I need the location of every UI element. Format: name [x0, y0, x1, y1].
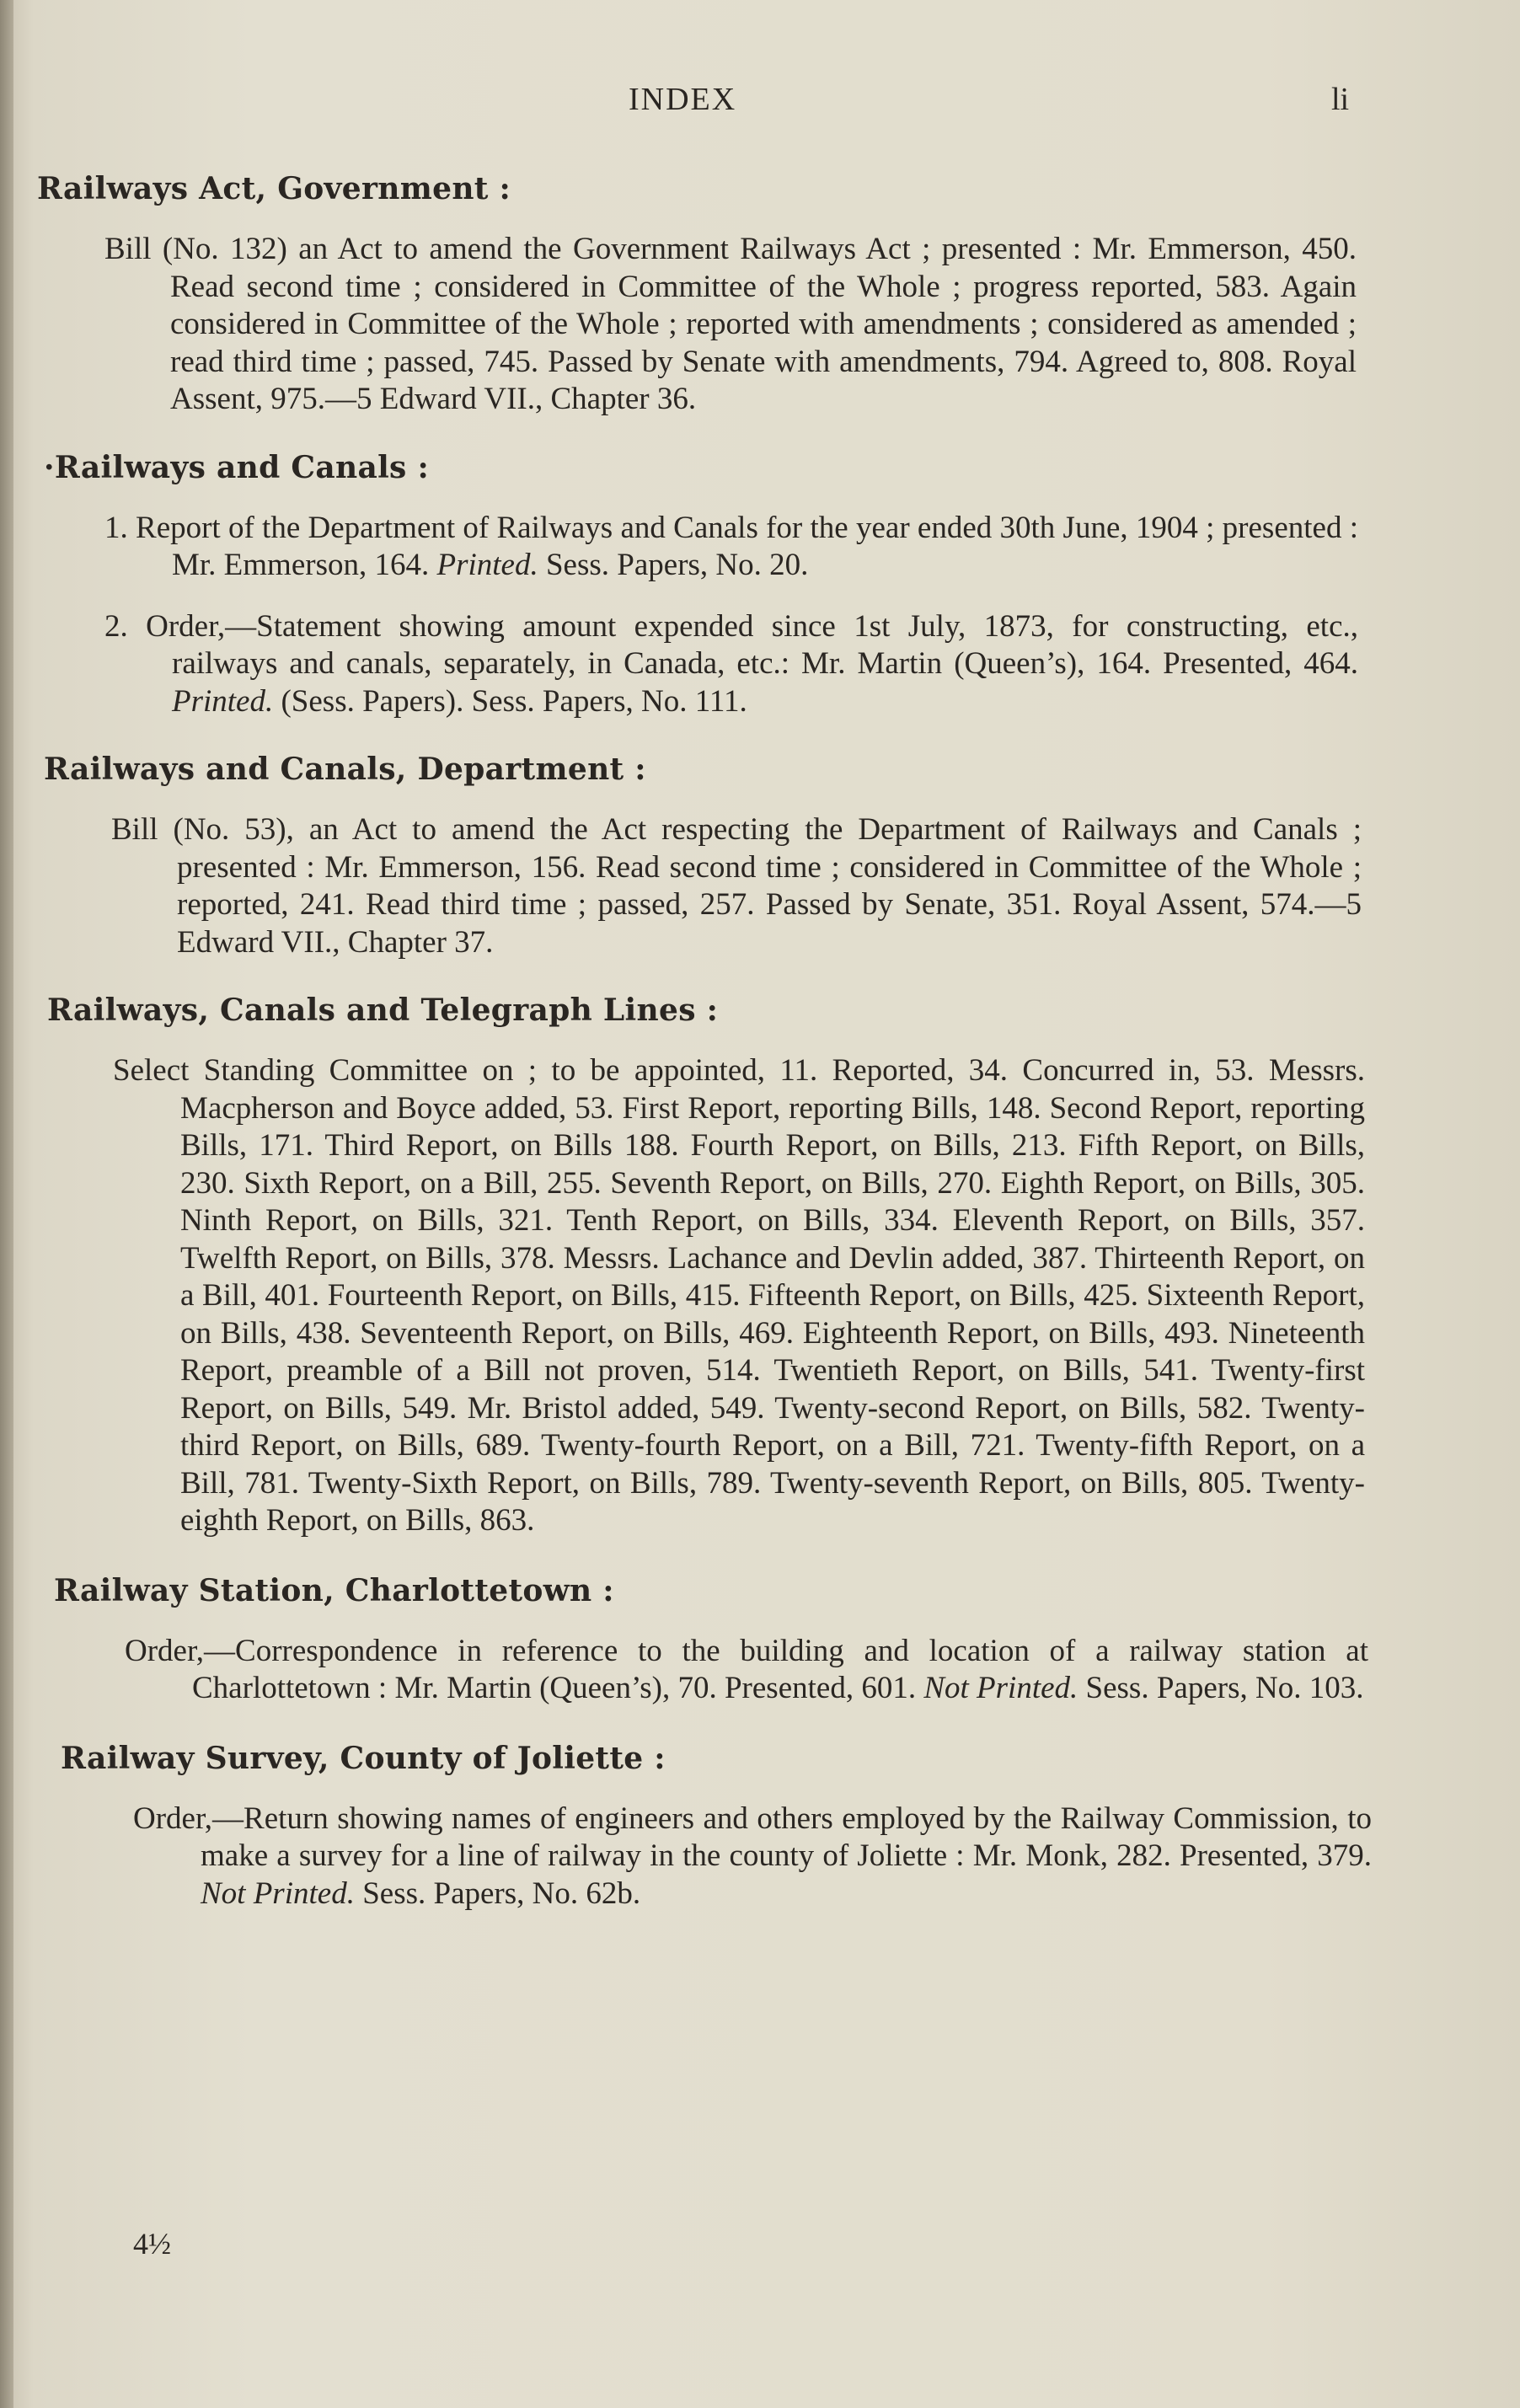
italic-note: Printed.	[436, 548, 538, 582]
entry-text: 2. Order,—Statement showing amount expended since 1st July, 1873, for constructing, etc., railways and canals, separately, in Canada, etc.: Mr. Martin (Queen’s), 164. Presented, 464.	[104, 608, 1358, 681]
entry-paragraph	[37, 231, 1357, 419]
italic-note: Not Printed.	[201, 1876, 355, 1911]
entry-text: Order,—Return showing names of engineers and others employed by the Railway Commission, to make a survey for a line of railway in the county of Joliette : Mr. Monk, 282. Presented, 379.	[133, 1801, 1372, 1873]
italic-note: Not Printed.	[923, 1671, 1078, 1705]
entry-heading: ·Railways and Canals :	[44, 449, 430, 485]
index-entry	[44, 447, 1358, 721]
entry-heading: Railways Act, Government :	[37, 171, 511, 206]
entry-text: 1. Report of the Department of Railways and Canals for the year ended 30th June, 1904 ; presented : Mr. Emmerson, 164.	[104, 510, 1358, 582]
entry-text: Order,—Correspondence in reference to the building and location of a railway station at Charlottetown : Mr. Martin (Queen’s), 70. Presented, 601.	[125, 1633, 1368, 1705]
entry-text: Bill (No. 132) an Act to amend the Government Railways Act ; presented : Mr. Emmerson, 450. Read second time ; considered in Committee of the Whole ; progress reported, 583. Again considered in Committee of the Whole ; reported with amendments ; considered as amended ; read third time ; passed, 745. Passed by Senate with amendments, 794. Agreed to, 808. Royal Assent, 975.—5 Edward VII., Chapter 36.	[104, 232, 1357, 416]
italic-note: Printed.	[172, 683, 274, 719]
index-entry	[61, 1738, 1372, 1913]
page-number: li	[1331, 82, 1350, 117]
index-entry	[44, 749, 1362, 961]
entry-paragraph	[44, 608, 1358, 721]
entry-heading: Railways and Canals, Department :	[44, 752, 646, 787]
entry-text: Sess. Papers, No. 62b.	[354, 1876, 641, 1911]
entry-text: Bill (No. 53), an Act to amend the Act respecting the Department of Railways and Canals ; presented : Mr. Emmerson, 156. Read second time ; considered in Committee of the Whole ; reported, 241. Read third time ; passed, 257. Passed by Senate, 351. Royal Assent, 574.—5 Edward VII., Chapter 37.	[111, 812, 1362, 960]
entry-paragraph	[47, 1052, 1365, 1540]
entry-heading: Railways, Canals and Telegraph Lines :	[47, 993, 719, 1028]
entry-text: Sess. Papers, No. 103.	[1078, 1671, 1364, 1705]
index-entry	[47, 990, 1365, 1540]
signature-mark: 4½	[133, 2227, 171, 2261]
entry-paragraph	[44, 510, 1358, 585]
entry-heading: Railway Station, Charlottetown :	[54, 1572, 614, 1608]
entry-text: Select Standing Committee on ; to be appointed, 11. Reported, 34. Concurred in, 53. Messrs. Macpherson and Boyce added, 53. First Report, reporting Bills, 148. Second Report, reporting Bills, 171. Third Report, on Bills 188. Fourth Report, on Bills, 213. Fifth Report, on Bills, 230. Sixth Report, on a Bill, 255. Seventh Report, on Bills, 270. Eighth Report, on Bills, 305. Ninth Report, on Bills, 321. Tenth Report, on Bills, 334. Eleventh Report, on Bills, 357. Twelfth Report, on Bills, 378. Messrs. Lachance and Devlin added, 387. Thirteenth Report, on a Bill, 401. Fourteenth Report, on Bills, 415. Fifteenth Report, on Bills, 425. Sixteenth Report, on Bills, 438. Seventeenth Report, on Bills, 469. Eighteenth Report, on Bills, 493. Nineteenth Report, preamble of a Bill not proven, 514. Twentieth Report, on Bills, 541. Twenty-first Report, on Bills, 549. Mr. Bristol added, 549. Twenty-second Report, on Bills, 582. Twenty-third Report, on Bills, 689. Twenty-fourth Report, on a Bill, 721. Twenty-fifth Report, on a Bill, 781. Twenty-Sixth Report, on Bills, 789. Twenty-seventh Report, on Bills, 805. Twenty-eighth Report, on Bills, 863.	[113, 1053, 1365, 1538]
entry-paragraph	[61, 1801, 1372, 1913]
running-head-title: INDEX	[629, 82, 737, 117]
running-head	[0, 81, 1520, 123]
entry-text: Sess. Papers, No. 20.	[538, 548, 809, 582]
index-content	[0, 169, 1520, 1936]
index-entry	[54, 1571, 1368, 1708]
entry-text: (Sess. Papers). Sess. Papers, No. 111.	[273, 683, 747, 719]
index-entry	[37, 169, 1357, 419]
entry-paragraph	[44, 811, 1362, 961]
entry-heading: Railway Survey, County of Joliette :	[61, 1740, 666, 1776]
entry-paragraph	[54, 1633, 1368, 1708]
